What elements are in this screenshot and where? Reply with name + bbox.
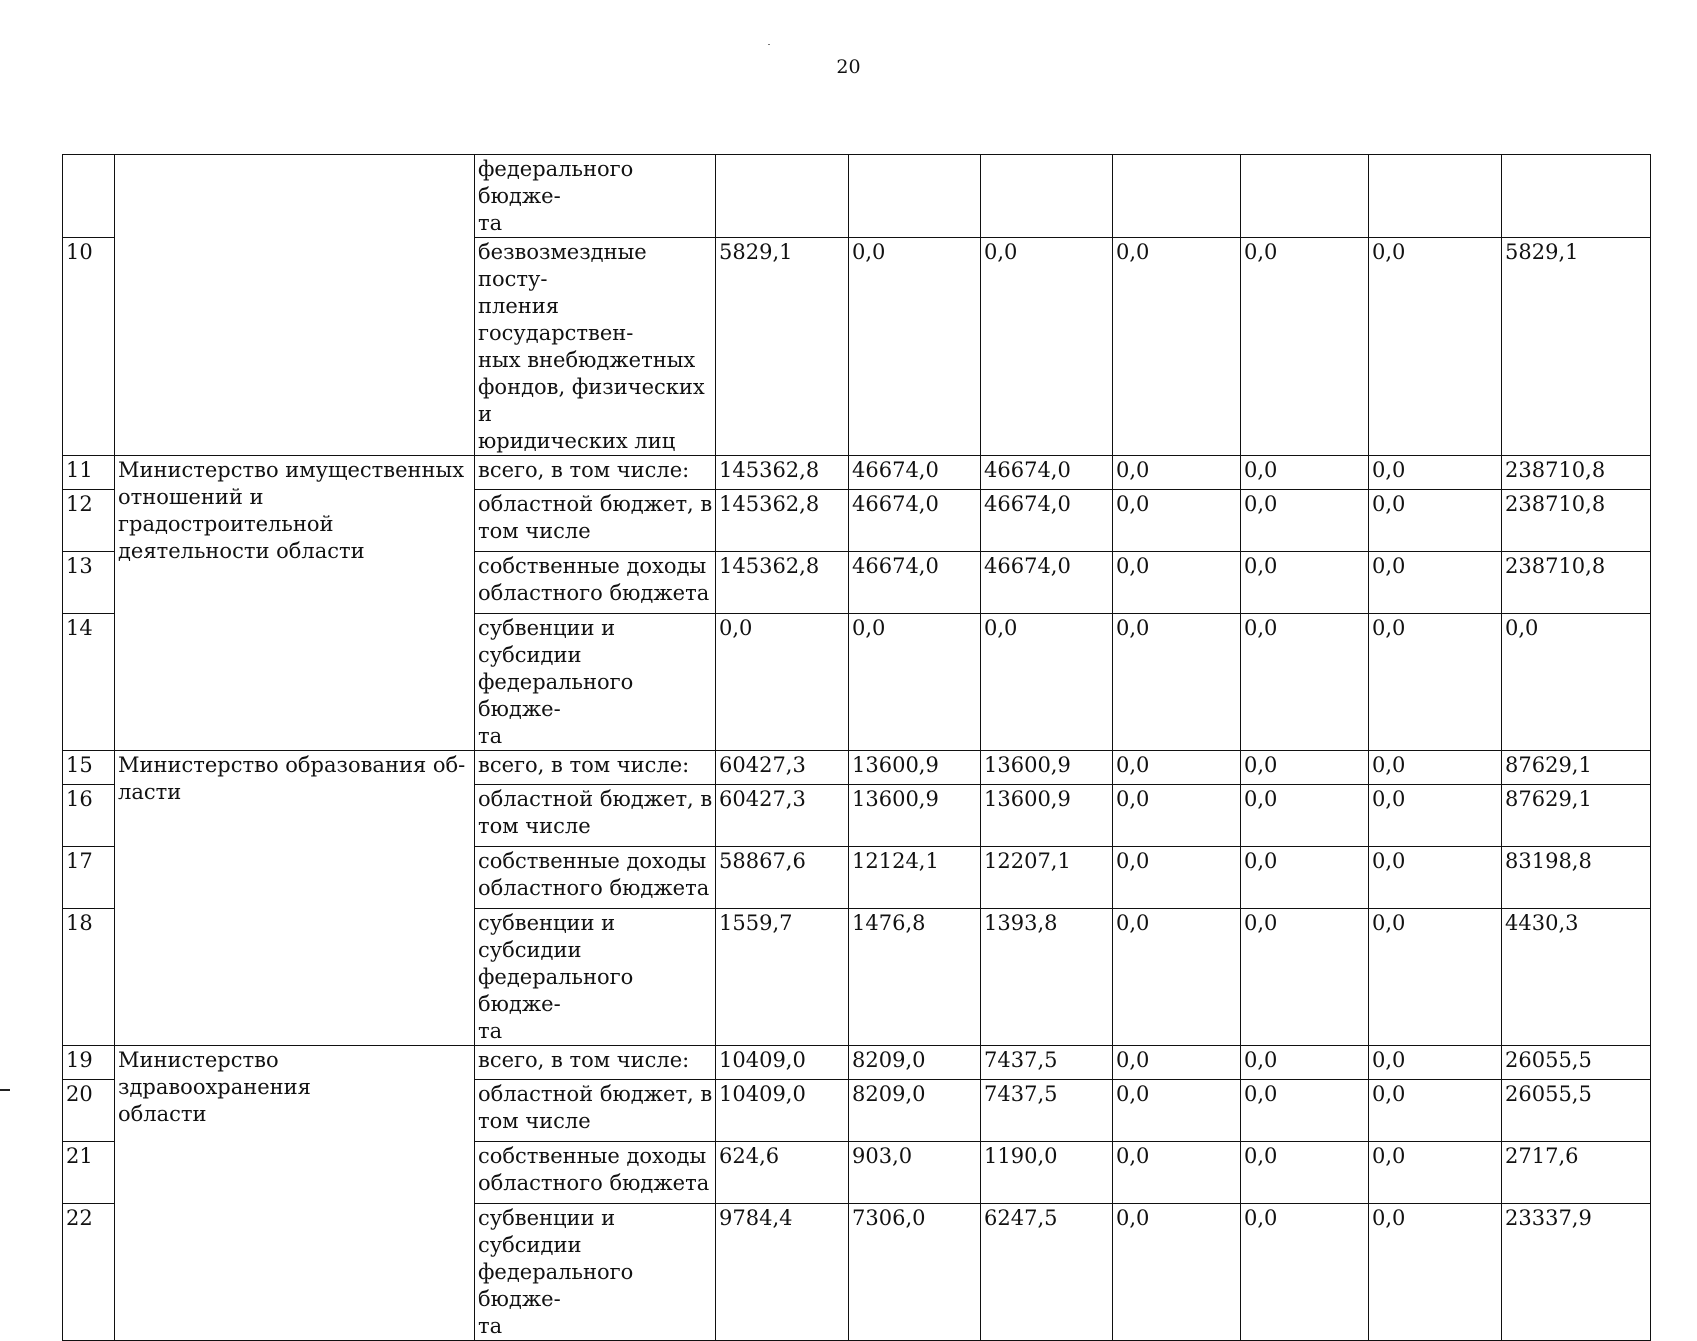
value-cell: 0,0 — [1241, 614, 1369, 751]
value-cell: 145362,8 — [716, 490, 849, 552]
description-cell: областной бюджет, в том числе — [475, 785, 716, 847]
description-cell: собственные доходы областного бюджета — [475, 1142, 716, 1204]
row-number-cell: 21 — [63, 1142, 115, 1204]
value-cell: 0,0 — [1241, 1046, 1369, 1080]
total-cell: 238710,8 — [1502, 456, 1651, 490]
organization-cell — [115, 155, 475, 456]
value-cell: 0,0 — [1113, 785, 1241, 847]
description-cell: безвозмездные посту- пления государствен- ных внебюджетных фондов, физических и юридических лиц — [475, 238, 716, 456]
total-cell: 23337,9 — [1502, 1204, 1651, 1341]
value-cell: 0,0 — [1241, 785, 1369, 847]
value-cell: 46674,0 — [849, 552, 981, 614]
value-cell: 0,0 — [1113, 1204, 1241, 1341]
value-cell — [849, 155, 981, 238]
table-row — [63, 1046, 1651, 1080]
value-cell: 0,0 — [849, 238, 981, 456]
table-row — [63, 155, 1651, 238]
value-cell: 0,0 — [1241, 1080, 1369, 1142]
value-cell: 0,0 — [1369, 751, 1502, 785]
total-cell: 26055,5 — [1502, 1080, 1651, 1142]
row-number-cell: 13 — [63, 552, 115, 614]
value-cell: 0,0 — [1241, 456, 1369, 490]
row-number-cell: 16 — [63, 785, 115, 847]
table-row — [63, 456, 1651, 490]
organization-cell: Министерство имущественных отношений и градостроительной деятельности области — [115, 456, 475, 751]
row-number-cell: 11 — [63, 456, 115, 490]
total-cell: 83198,8 — [1502, 847, 1651, 909]
value-cell: 145362,8 — [716, 456, 849, 490]
row-number-cell: 18 — [63, 909, 115, 1046]
row-number-cell: 14 — [63, 614, 115, 751]
value-cell: 145362,8 — [716, 552, 849, 614]
value-cell: 7437,5 — [981, 1046, 1113, 1080]
value-cell: 1190,0 — [981, 1142, 1113, 1204]
value-cell: 0,0 — [1241, 238, 1369, 456]
value-cell: 5829,1 — [716, 238, 849, 456]
description-cell: всего, в том числе: — [475, 751, 716, 785]
value-cell: 7306,0 — [849, 1204, 981, 1341]
row-number-cell: 17 — [63, 847, 115, 909]
value-cell: 0,0 — [1369, 1142, 1502, 1204]
description-cell: собственные доходы областного бюджета — [475, 552, 716, 614]
value-cell: 0,0 — [1369, 1080, 1502, 1142]
row-number-cell: 20 — [63, 1080, 115, 1142]
value-cell: 6247,5 — [981, 1204, 1113, 1341]
value-cell: 7437,5 — [981, 1080, 1113, 1142]
budget-table — [62, 154, 1651, 1341]
value-cell: 0,0 — [1369, 552, 1502, 614]
value-cell: 0,0 — [1369, 847, 1502, 909]
value-cell: 0,0 — [716, 614, 849, 751]
value-cell: 624,6 — [716, 1142, 849, 1204]
value-cell: 46674,0 — [981, 490, 1113, 552]
value-cell: 13600,9 — [849, 785, 981, 847]
total-cell: 2717,6 — [1502, 1142, 1651, 1204]
value-cell: 0,0 — [1113, 1046, 1241, 1080]
value-cell: 13600,9 — [849, 751, 981, 785]
organization-cell: Министерство образования об- ласти — [115, 751, 475, 1046]
total-cell: 87629,1 — [1502, 785, 1651, 847]
description-cell: собственные доходы областного бюджета — [475, 847, 716, 909]
value-cell: 0,0 — [1241, 552, 1369, 614]
row-number-cell — [63, 155, 115, 238]
scan-speck — [768, 44, 770, 45]
description-cell: всего, в том числе: — [475, 1046, 716, 1080]
value-cell: 0,0 — [1241, 909, 1369, 1046]
value-cell: 0,0 — [1369, 490, 1502, 552]
value-cell: 12124,1 — [849, 847, 981, 909]
value-cell: 0,0 — [1369, 1046, 1502, 1080]
value-cell — [1241, 155, 1369, 238]
value-cell: 0,0 — [1113, 1080, 1241, 1142]
value-cell: 0,0 — [1113, 847, 1241, 909]
value-cell: 0,0 — [1241, 490, 1369, 552]
value-cell: 0,0 — [981, 238, 1113, 456]
value-cell: 10409,0 — [716, 1080, 849, 1142]
value-cell: 1476,8 — [849, 909, 981, 1046]
description-cell: субвенции и субсидии федерального бюдже- та — [475, 909, 716, 1046]
description-cell: всего, в том числе: — [475, 456, 716, 490]
value-cell: 46674,0 — [981, 456, 1113, 490]
total-cell: 238710,8 — [1502, 552, 1651, 614]
value-cell: 0,0 — [1113, 909, 1241, 1046]
total-cell — [1502, 155, 1651, 238]
value-cell: 0,0 — [1369, 614, 1502, 751]
description-cell: субвенции и субсидии федерального бюдже- та — [475, 1204, 716, 1341]
description-cell: областной бюджет, в том числе — [475, 1080, 716, 1142]
page-number: 20 — [836, 56, 861, 78]
row-number-cell: 15 — [63, 751, 115, 785]
total-cell: 238710,8 — [1502, 490, 1651, 552]
value-cell — [1369, 155, 1502, 238]
value-cell: 60427,3 — [716, 785, 849, 847]
value-cell: 0,0 — [1241, 847, 1369, 909]
row-number-cell: 12 — [63, 490, 115, 552]
table-row — [63, 751, 1651, 785]
value-cell: 46674,0 — [849, 456, 981, 490]
value-cell: 58867,6 — [716, 847, 849, 909]
value-cell: 46674,0 — [849, 490, 981, 552]
value-cell: 0,0 — [1113, 552, 1241, 614]
value-cell: 9784,4 — [716, 1204, 849, 1341]
value-cell: 0,0 — [981, 614, 1113, 751]
total-cell: 26055,5 — [1502, 1046, 1651, 1080]
value-cell: 0,0 — [1369, 456, 1502, 490]
value-cell: 0,0 — [1241, 751, 1369, 785]
description-cell: федерального бюдже- та — [475, 155, 716, 238]
value-cell: 12207,1 — [981, 847, 1113, 909]
value-cell: 13600,9 — [981, 751, 1113, 785]
value-cell — [981, 155, 1113, 238]
total-cell: 4430,3 — [1502, 909, 1651, 1046]
value-cell: 1393,8 — [981, 909, 1113, 1046]
value-cell — [716, 155, 849, 238]
value-cell: 0,0 — [1113, 751, 1241, 785]
value-cell: 60427,3 — [716, 751, 849, 785]
value-cell: 903,0 — [849, 1142, 981, 1204]
value-cell: 13600,9 — [981, 785, 1113, 847]
value-cell: 0,0 — [1113, 1142, 1241, 1204]
value-cell: 0,0 — [849, 614, 981, 751]
value-cell: 10409,0 — [716, 1046, 849, 1080]
value-cell — [1113, 155, 1241, 238]
row-number-cell: 22 — [63, 1204, 115, 1341]
total-cell: 0,0 — [1502, 614, 1651, 751]
total-cell: 5829,1 — [1502, 238, 1651, 456]
value-cell: 0,0 — [1241, 1142, 1369, 1204]
value-cell: 8209,0 — [849, 1046, 981, 1080]
value-cell: 8209,0 — [849, 1080, 981, 1142]
value-cell: 0,0 — [1369, 909, 1502, 1046]
value-cell: 0,0 — [1369, 1204, 1502, 1341]
value-cell: 46674,0 — [981, 552, 1113, 614]
margin-mark — [0, 1089, 10, 1091]
value-cell: 0,0 — [1113, 238, 1241, 456]
row-number-cell: 10 — [63, 238, 115, 456]
value-cell: 0,0 — [1113, 490, 1241, 552]
value-cell: 0,0 — [1241, 1204, 1369, 1341]
value-cell: 0,0 — [1113, 456, 1241, 490]
value-cell: 1559,7 — [716, 909, 849, 1046]
organization-cell: Министерство здравоохранения области — [115, 1046, 475, 1341]
row-number-cell: 19 — [63, 1046, 115, 1080]
value-cell: 0,0 — [1369, 785, 1502, 847]
total-cell: 87629,1 — [1502, 751, 1651, 785]
value-cell: 0,0 — [1369, 238, 1502, 456]
value-cell: 0,0 — [1113, 614, 1241, 751]
description-cell: областной бюджет, в том числе — [475, 490, 716, 552]
description-cell: субвенции и субсидии федерального бюдже- та — [475, 614, 716, 751]
